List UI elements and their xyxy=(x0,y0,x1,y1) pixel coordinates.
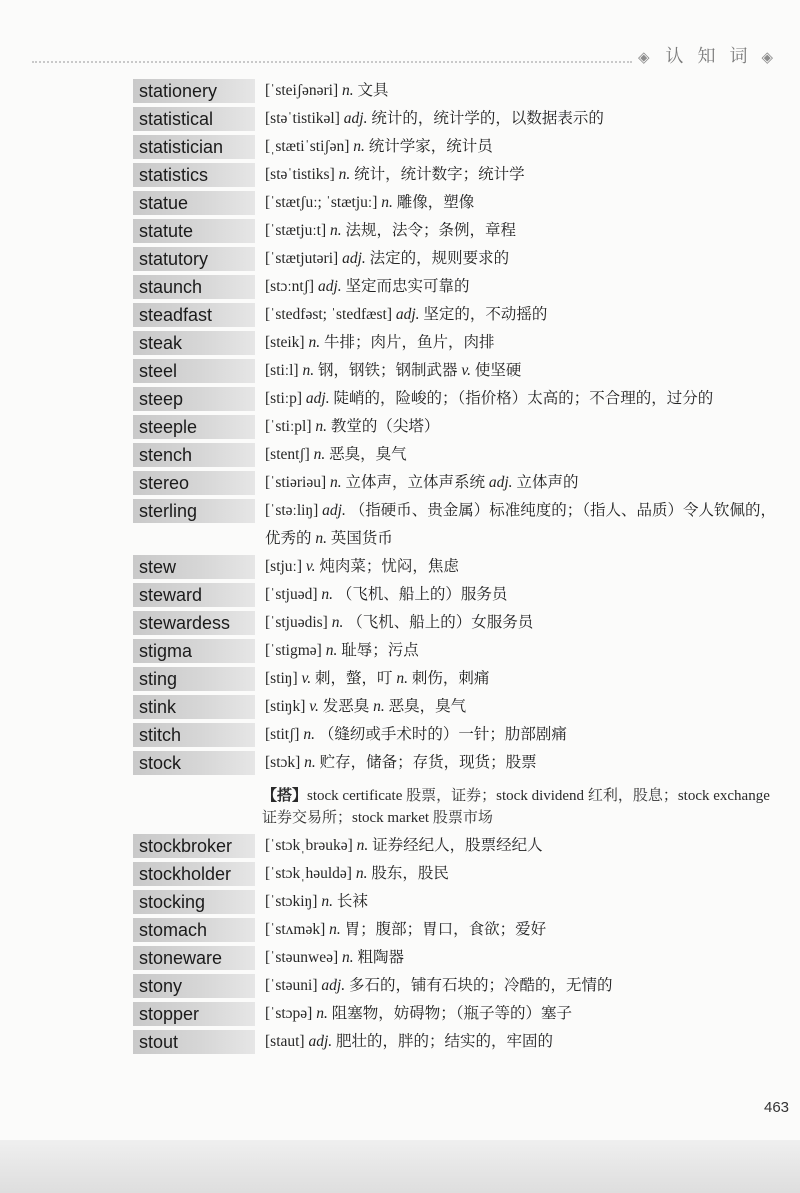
part-of-speech: n. xyxy=(381,194,393,211)
dictionary-entry xyxy=(133,860,788,888)
part-of-speech: adj. xyxy=(342,250,366,267)
collocation-term: stock dividend xyxy=(496,788,585,804)
headword: stitch xyxy=(133,723,255,747)
collocation-gloss: 股票，证券； xyxy=(406,788,497,804)
phonetic: [stitʃ] xyxy=(265,726,300,743)
sense-gloss: 恶臭，臭气 xyxy=(329,446,407,463)
part-of-speech: adj. xyxy=(317,278,342,295)
sense-gloss: 牛排；肉片，鱼片，肉排 xyxy=(323,334,495,351)
part-of-speech: n. xyxy=(353,138,365,155)
dictionary-entry xyxy=(133,441,788,469)
headword: stewardess xyxy=(133,611,255,635)
headword: stopper xyxy=(133,1002,255,1026)
dictionary-entry xyxy=(133,189,788,217)
page-bottom-edge xyxy=(0,1140,800,1193)
part-of-speech: n. xyxy=(321,893,333,910)
dictionary-entry xyxy=(133,972,788,1000)
part-of-speech: adj. xyxy=(322,502,346,519)
entry-definition xyxy=(265,609,785,637)
headword: statue xyxy=(133,191,255,215)
sense-gloss: 统计的，统计学的，以数据表示的 xyxy=(371,110,604,127)
part-of-speech: n. xyxy=(329,921,341,938)
collocation-gloss: 股票市场 xyxy=(432,810,493,826)
entry-definition xyxy=(265,329,785,357)
dictionary-entry-list xyxy=(133,77,788,1056)
part-of-speech: n. xyxy=(304,754,316,771)
phonetic: [ˌstætiˈstiʃən] xyxy=(265,138,350,155)
part-of-speech: v. xyxy=(301,670,312,687)
phonetic: [ˈstiəriəu] xyxy=(265,474,327,491)
part-of-speech: n. xyxy=(315,530,328,547)
part-of-speech: n. xyxy=(313,446,326,463)
part-of-speech: v. xyxy=(305,558,316,575)
headword: steak xyxy=(133,331,255,355)
entry-definition xyxy=(265,273,785,301)
dictionary-entry xyxy=(133,357,788,385)
headword: stockbroker xyxy=(133,834,255,858)
sense-gloss: 炖肉菜；忧闷，焦虑 xyxy=(319,558,459,575)
header-divider xyxy=(32,61,632,63)
part-of-speech: n. xyxy=(342,949,354,966)
collocation-gloss: 证券交易所； xyxy=(262,810,353,826)
entry-definition xyxy=(265,972,785,1000)
entry-definition xyxy=(265,217,785,245)
sense-gloss: 长袜 xyxy=(336,893,368,910)
part-of-speech: n. xyxy=(342,82,354,99)
part-of-speech: n. xyxy=(321,586,334,603)
headword: sterling xyxy=(133,499,255,523)
entry-definition xyxy=(265,133,785,161)
phonetic: [stəˈtistiks] xyxy=(265,166,335,183)
phonetic: [ˈstætjutəri] xyxy=(265,250,339,267)
entry-definition xyxy=(265,357,785,385)
part-of-speech: n. xyxy=(373,698,385,715)
entry-definition xyxy=(265,105,785,133)
headword: stoneware xyxy=(133,946,255,970)
phonetic: [stiːp] xyxy=(265,390,303,407)
collocation-gloss: 红利，股息； xyxy=(587,788,678,804)
headword: steel xyxy=(133,359,255,383)
headword: statutory xyxy=(133,247,255,271)
sense-gloss: 阻塞物，妨碍物；（瓶子等的）塞子 xyxy=(331,1005,572,1022)
sense-gloss: 多石的，铺有石块的；冷酷的，无情的 xyxy=(348,977,613,994)
sense-gloss: 使坚硬 xyxy=(474,362,522,379)
headword: stock xyxy=(133,751,255,775)
entry-definition xyxy=(265,637,785,665)
phonetic: [ˈstætjuːt] xyxy=(265,222,327,239)
dictionary-entry xyxy=(133,721,788,749)
sense-gloss: 英国货币 xyxy=(330,530,393,547)
headword: statistician xyxy=(133,135,255,159)
headword: stereo xyxy=(133,471,255,495)
sense-gloss: 发恶臭 xyxy=(322,698,370,715)
part-of-speech: adj. xyxy=(488,474,513,491)
entry-definition xyxy=(265,860,785,888)
part-of-speech: n. xyxy=(356,837,369,854)
part-of-speech: v. xyxy=(309,698,319,715)
part-of-speech: n. xyxy=(355,865,368,882)
dictionary-entry xyxy=(133,944,788,972)
phonetic: [ˈstəːliŋ] xyxy=(265,502,319,519)
headword: stationery xyxy=(133,79,255,103)
entry-definition xyxy=(265,553,785,581)
dictionary-entry xyxy=(133,301,788,329)
part-of-speech: n. xyxy=(303,726,315,743)
collocation-term: stock exchange xyxy=(677,788,770,804)
sense-gloss: （缝纫或手术时的）一针；肋部剧痛 xyxy=(318,726,567,743)
sense-gloss: 统计学家，统计员 xyxy=(368,138,493,155)
dictionary-entry xyxy=(133,133,788,161)
part-of-speech: adj. xyxy=(305,390,330,407)
headword: statistical xyxy=(133,107,255,131)
entry-definition xyxy=(265,245,785,273)
sense-gloss: 法规，法令；条例，章程 xyxy=(345,222,517,239)
entry-definition xyxy=(265,301,785,329)
headword: steeple xyxy=(133,415,255,439)
sense-gloss: 雕像，塑像 xyxy=(396,194,475,211)
part-of-speech: n. xyxy=(325,642,338,659)
part-of-speech: n. xyxy=(302,362,315,379)
sense-gloss: 耻辱；污点 xyxy=(341,642,419,659)
phonetic: [ˈstəunweə] xyxy=(265,949,339,966)
phonetic: [ˈsteiʃənəri] xyxy=(265,82,339,99)
sense-gloss: 立体声，立体声系统 xyxy=(345,474,485,491)
dictionary-entry xyxy=(133,749,788,832)
phonetic: [ˈstjuədis] xyxy=(265,614,328,631)
sense-gloss: （指硬币、贵金属）标准纯度的；（指人、品质）令人钦佩的，优秀的 xyxy=(265,502,776,547)
dictionary-entry xyxy=(133,888,788,916)
phonetic: [ˈstɔkiŋ] xyxy=(265,893,318,910)
diamond-ornament-icon: ◈ xyxy=(761,48,774,66)
sense-gloss: 粗陶器 xyxy=(357,949,405,966)
entry-definition xyxy=(265,693,785,721)
sense-gloss: 刺伤，刺痛 xyxy=(411,670,490,687)
headword: steadfast xyxy=(133,303,255,327)
entry-definition xyxy=(262,749,785,832)
phonetic: [ˈstedfəst; ˈstedfæst] xyxy=(265,306,392,323)
phonetic: [ˈstɔkˌbrəukə] xyxy=(265,837,353,854)
phonetic: [stentʃ] xyxy=(265,446,310,463)
collocation-label: 【搭】 xyxy=(262,788,308,804)
section-title: 认知词 xyxy=(665,46,762,67)
entry-definition xyxy=(265,77,785,105)
part-of-speech: adj. xyxy=(395,306,420,323)
phonetic: [steik] xyxy=(265,334,305,351)
entry-definition xyxy=(265,469,785,497)
headword: stink xyxy=(133,695,255,719)
sense-gloss: 坚定而忠实可靠的 xyxy=(345,278,470,295)
dictionary-entry xyxy=(133,553,788,581)
headword: steep xyxy=(133,387,255,411)
dictionary-entry xyxy=(133,413,788,441)
entry-definition xyxy=(265,916,785,944)
sense-gloss: 陡峭的，险峻的；（指价格）太高的；不合理的，过分的 xyxy=(333,390,714,407)
section-header xyxy=(638,43,773,71)
part-of-speech: n. xyxy=(308,334,321,351)
phonetic: [ˈstʌmək] xyxy=(265,921,326,938)
phonetic: [stɔk] xyxy=(265,754,301,771)
entry-definition xyxy=(265,385,785,413)
phonetic: [ˈstjuəd] xyxy=(265,586,318,603)
entry-definition xyxy=(265,888,785,916)
collocation-block xyxy=(262,785,785,829)
part-of-speech: n. xyxy=(316,1005,328,1022)
headword: stocking xyxy=(133,890,255,914)
collocation-term: stock market xyxy=(352,810,430,826)
part-of-speech: adj. xyxy=(343,110,368,127)
dictionary-entry xyxy=(133,385,788,413)
dictionary-entry xyxy=(133,637,788,665)
dictionary-entry xyxy=(133,581,788,609)
entry-definition xyxy=(265,189,785,217)
entry-definition xyxy=(265,1028,785,1056)
entry-definition xyxy=(265,665,785,693)
sense-gloss: 肥壮的，胖的；结实的，牢固的 xyxy=(336,1033,554,1050)
dictionary-entry xyxy=(133,77,788,105)
dictionary-entry xyxy=(133,105,788,133)
sense-gloss: 恶臭，臭气 xyxy=(388,698,467,715)
headword: stout xyxy=(133,1030,255,1054)
dictionary-entry xyxy=(133,161,788,189)
phonetic: [ˈstigmə] xyxy=(265,642,322,659)
headword: staunch xyxy=(133,275,255,299)
entry-definition xyxy=(265,944,785,972)
part-of-speech: n. xyxy=(315,418,327,435)
sense-gloss: 胃；腹部；胃口，食欲；爱好 xyxy=(344,921,547,938)
part-of-speech: v. xyxy=(461,362,471,379)
diamond-ornament-icon: ◈ xyxy=(638,48,650,66)
phonetic: [stjuː] xyxy=(265,558,303,575)
phonetic: [stiŋ] xyxy=(265,670,298,687)
sense-gloss: 统计，统计数字；统计学 xyxy=(354,166,525,183)
dictionary-entry xyxy=(133,497,788,553)
entry-definition xyxy=(265,161,785,189)
sense-gloss: 证券经纪人，股票经纪人 xyxy=(372,837,543,854)
dictionary-entry xyxy=(133,665,788,693)
phonetic: [stɔːntʃ] xyxy=(265,278,315,295)
sense-gloss: 立体声的 xyxy=(516,474,579,491)
page-number: 463 xyxy=(764,1099,790,1116)
headword: stomach xyxy=(133,918,255,942)
collocation-term: stock certificate xyxy=(307,788,403,804)
headword: stew xyxy=(133,555,255,579)
dictionary-entry xyxy=(133,1028,788,1056)
headword: stench xyxy=(133,443,255,467)
sense-gloss: 钢，钢铁；钢制武器 xyxy=(317,362,458,379)
sense-gloss: 文具 xyxy=(357,82,389,99)
sense-gloss: 刺，螫，叮 xyxy=(315,670,393,687)
entry-definition xyxy=(265,721,785,749)
part-of-speech: n. xyxy=(338,166,351,183)
part-of-speech: n. xyxy=(329,474,342,491)
entry-definition xyxy=(265,413,785,441)
phonetic: [stiŋk] xyxy=(265,698,306,715)
dictionary-entry xyxy=(133,245,788,273)
phonetic: [stiːl] xyxy=(265,362,299,379)
headword: steward xyxy=(133,583,255,607)
sense-gloss: （飞机、船上的）服务员 xyxy=(336,586,508,603)
dictionary-entry xyxy=(133,469,788,497)
entry-definition xyxy=(265,441,785,469)
dictionary-entry xyxy=(133,329,788,357)
phonetic: [ˈstɔpə] xyxy=(265,1005,313,1022)
headword: stockholder xyxy=(133,862,255,886)
dictionary-entry xyxy=(133,916,788,944)
phonetic: [stəˈtistikəl] xyxy=(265,110,340,127)
dictionary-entry xyxy=(133,273,788,301)
entry-definition xyxy=(265,581,785,609)
phonetic: [ˈstætʃuː; ˈstætjuː] xyxy=(265,194,378,211)
headword: stigma xyxy=(133,639,255,663)
sense-gloss: 法定的，规则要求的 xyxy=(369,250,510,267)
dictionary-entry xyxy=(133,217,788,245)
sense-gloss: 坚定的，不动摇的 xyxy=(423,306,548,323)
part-of-speech: adj. xyxy=(321,977,346,994)
dictionary-entry xyxy=(133,832,788,860)
phonetic: [ˈstiːpl] xyxy=(265,418,312,435)
dictionary-entry xyxy=(133,693,788,721)
headword: statute xyxy=(133,219,255,243)
entry-definition xyxy=(265,832,785,860)
headword: statistics xyxy=(133,163,255,187)
entry-definition xyxy=(265,1000,785,1028)
phonetic: [ˈstəuni] xyxy=(265,977,318,994)
sense-gloss: （飞机、船上的）女服务员 xyxy=(347,614,534,631)
dictionary-entry xyxy=(133,1000,788,1028)
entry-definition xyxy=(265,497,785,553)
sense-gloss: 贮存，储备；存货，现货；股票 xyxy=(319,754,537,771)
phonetic: [staut] xyxy=(265,1033,305,1050)
headword: sting xyxy=(133,667,255,691)
part-of-speech: n. xyxy=(331,614,344,631)
part-of-speech: n. xyxy=(396,670,409,687)
sense-gloss: 教堂的（尖塔） xyxy=(330,418,440,435)
headword: stony xyxy=(133,974,255,998)
phonetic: [ˈstɔkˌhəuldə] xyxy=(265,865,352,882)
part-of-speech: adj. xyxy=(308,1033,333,1050)
sense-gloss: 股东，股民 xyxy=(371,865,449,882)
dictionary-entry xyxy=(133,609,788,637)
part-of-speech: n. xyxy=(330,222,342,239)
